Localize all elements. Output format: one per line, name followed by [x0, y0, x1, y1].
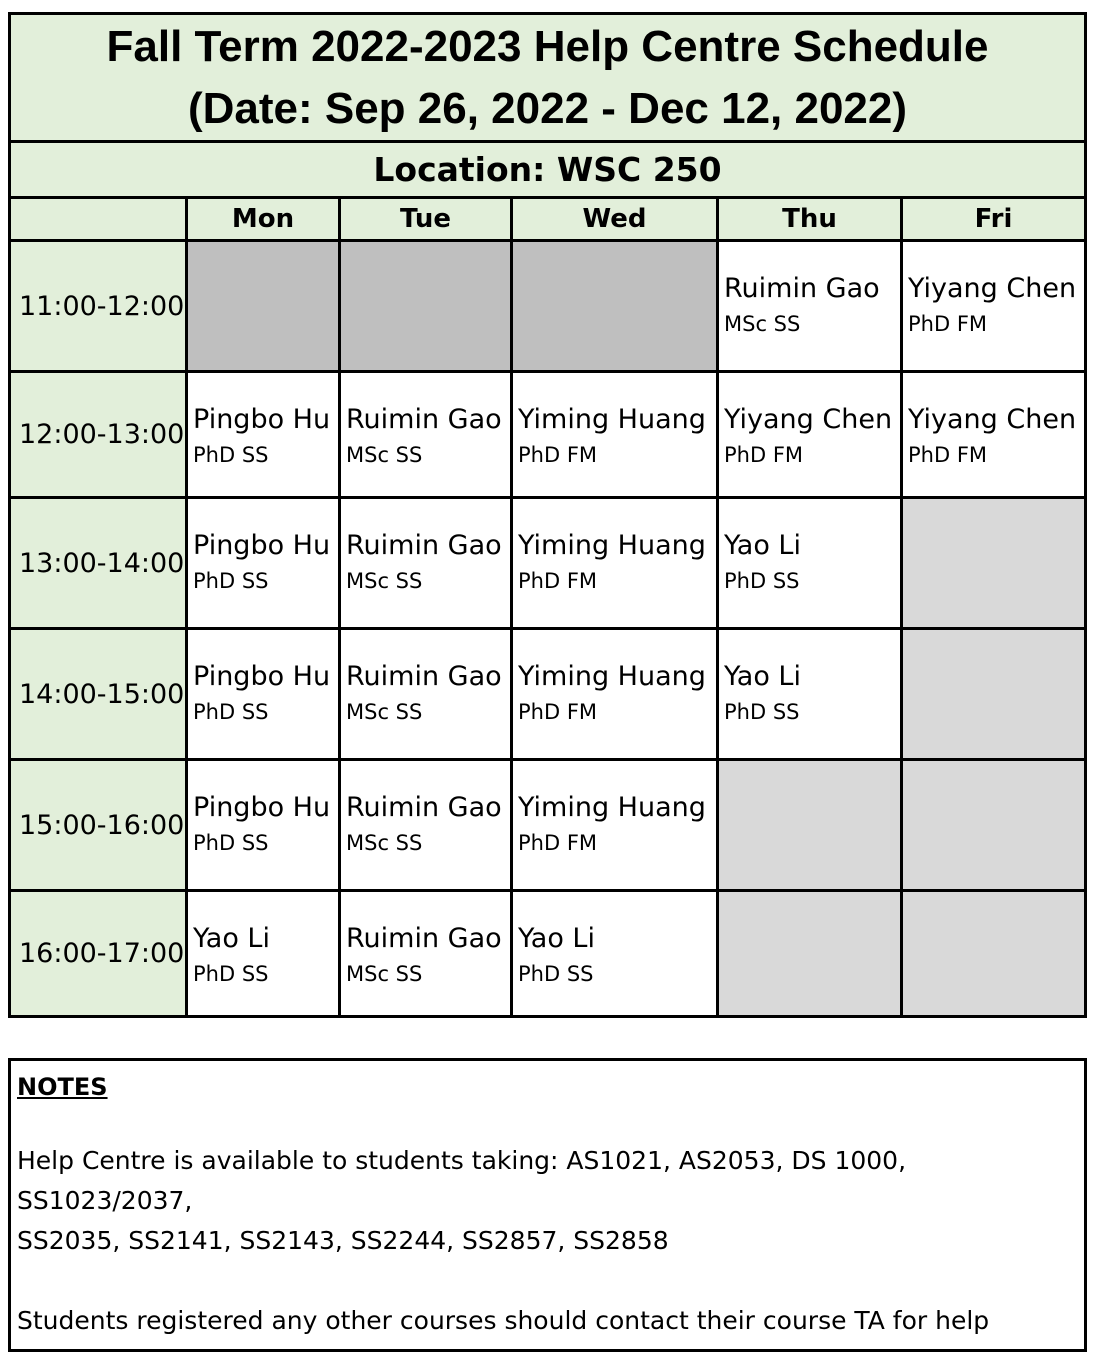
- empty-slot: [513, 242, 719, 373]
- ta-name: Yiming Huang: [518, 530, 706, 561]
- empty-slot: [341, 242, 513, 373]
- ta-program: PhD SS: [193, 700, 269, 724]
- day-header-fri: Fri: [903, 199, 1084, 242]
- empty-slot: [719, 892, 903, 1015]
- schedule-slot: [719, 242, 903, 373]
- ta-program: PhD SS: [193, 569, 269, 593]
- ta-program: PhD SS: [724, 569, 800, 593]
- location-label: Location: WSC 250: [373, 150, 722, 189]
- ta-program: PhD SS: [193, 443, 269, 467]
- ta-name: Pingbo Hu: [193, 404, 331, 435]
- empty-slot: [903, 499, 1084, 630]
- schedule-slot: [719, 373, 903, 499]
- ta-program: PhD FM: [724, 443, 804, 467]
- ta-program: PhD FM: [518, 700, 598, 724]
- notes-heading: NOTES: [17, 1073, 108, 1101]
- ta-program: MSc SS: [724, 312, 801, 336]
- ta-program: PhD SS: [724, 700, 800, 724]
- ta-name: Yiyang Chen: [724, 404, 893, 435]
- schedule-slot: [188, 892, 341, 1015]
- time-slot-label: 11:00-12:00: [11, 242, 188, 373]
- ta-name: Yiming Huang: [518, 792, 706, 823]
- notes-courses-line-2: SS2035, SS2141, SS2143, SS2244, SS2857, SS2858: [17, 1226, 669, 1255]
- ta-program: MSc SS: [346, 831, 423, 855]
- empty-slot: [719, 761, 903, 892]
- ta-name: Yao Li: [518, 923, 595, 954]
- day-header-wed: Wed: [513, 199, 719, 242]
- ta-name: Ruimin Gao: [346, 792, 502, 823]
- schedule-slot: [513, 630, 719, 761]
- day-header-mon: Mon: [188, 199, 341, 242]
- ta-program: PhD FM: [518, 443, 598, 467]
- schedule-slot: [903, 242, 1084, 373]
- schedule-title: [11, 15, 1084, 143]
- title-line-2: (Date: Sep 26, 2022 - Dec 12, 2022): [187, 83, 908, 133]
- ta-name: Yiming Huang: [518, 661, 706, 692]
- schedule-table: [8, 12, 1087, 1018]
- location-banner: [11, 143, 1084, 199]
- schedule-slot: [341, 499, 513, 630]
- time-slot-label: 16:00-17:00: [11, 892, 188, 1015]
- schedule-slot: [188, 373, 341, 499]
- empty-slot: [903, 630, 1084, 761]
- empty-slot: [188, 242, 341, 373]
- day-header-tue: Tue: [341, 199, 513, 242]
- schedule-slot: [341, 892, 513, 1015]
- ta-name: Yiyang Chen: [908, 404, 1077, 435]
- title-line-1: Fall Term 2022-2023 Help Centre Schedule: [106, 21, 989, 71]
- schedule-slot: [903, 373, 1084, 499]
- ta-program: MSc SS: [346, 962, 423, 986]
- day-header-thu: Thu: [719, 199, 903, 242]
- schedule-slot: [188, 499, 341, 630]
- ta-program: PhD FM: [908, 443, 988, 467]
- empty-slot: [903, 761, 1084, 892]
- ta-name: Yao Li: [724, 661, 801, 692]
- notes-other-courses: Students registered any other courses should contact their course TA for help: [17, 1306, 990, 1335]
- ta-name: Pingbo Hu: [193, 661, 331, 692]
- ta-name: Ruimin Gao: [724, 273, 880, 304]
- schedule-slot: [341, 630, 513, 761]
- ta-program: MSc SS: [346, 700, 423, 724]
- notes-box: [8, 1058, 1087, 1352]
- ta-program: PhD FM: [908, 312, 988, 336]
- ta-name: Yiyang Chen: [908, 273, 1077, 304]
- time-slot-label: 15:00-16:00: [11, 761, 188, 892]
- ta-name: Yao Li: [724, 530, 801, 561]
- notes-courses-line-1: Help Centre is available to students taking: AS1021, AS2053, DS 1000, SS1023/2037,: [17, 1146, 907, 1215]
- ta-program: PhD SS: [518, 962, 594, 986]
- schedule-slot: [513, 892, 719, 1015]
- schedule-slot: [188, 630, 341, 761]
- ta-name: Ruimin Gao: [346, 923, 502, 954]
- schedule-slot: [513, 373, 719, 499]
- schedule-slot: [513, 499, 719, 630]
- empty-slot: [903, 892, 1084, 1015]
- corner-cell: [11, 199, 188, 242]
- ta-program: PhD SS: [193, 831, 269, 855]
- ta-name: Ruimin Gao: [346, 404, 502, 435]
- ta-name: Yao Li: [193, 923, 270, 954]
- time-slot-label: 14:00-15:00: [11, 630, 188, 761]
- time-slot-label: 13:00-14:00: [11, 499, 188, 630]
- schedule-slot: [188, 761, 341, 892]
- ta-program: PhD FM: [518, 569, 598, 593]
- ta-program: MSc SS: [346, 569, 423, 593]
- schedule-slot: [341, 761, 513, 892]
- time-slot-label: 12:00-13:00: [11, 373, 188, 499]
- schedule-slot: [719, 630, 903, 761]
- schedule-slot: [719, 499, 903, 630]
- ta-name: Pingbo Hu: [193, 792, 331, 823]
- ta-program: PhD FM: [518, 831, 598, 855]
- ta-name: Pingbo Hu: [193, 530, 331, 561]
- ta-name: Ruimin Gao: [346, 530, 502, 561]
- ta-name: Yiming Huang: [518, 404, 706, 435]
- ta-name: Ruimin Gao: [346, 661, 502, 692]
- ta-program: PhD SS: [193, 962, 269, 986]
- schedule-slot: [341, 373, 513, 499]
- schedule-slot: [513, 761, 719, 892]
- ta-program: MSc SS: [346, 443, 423, 467]
